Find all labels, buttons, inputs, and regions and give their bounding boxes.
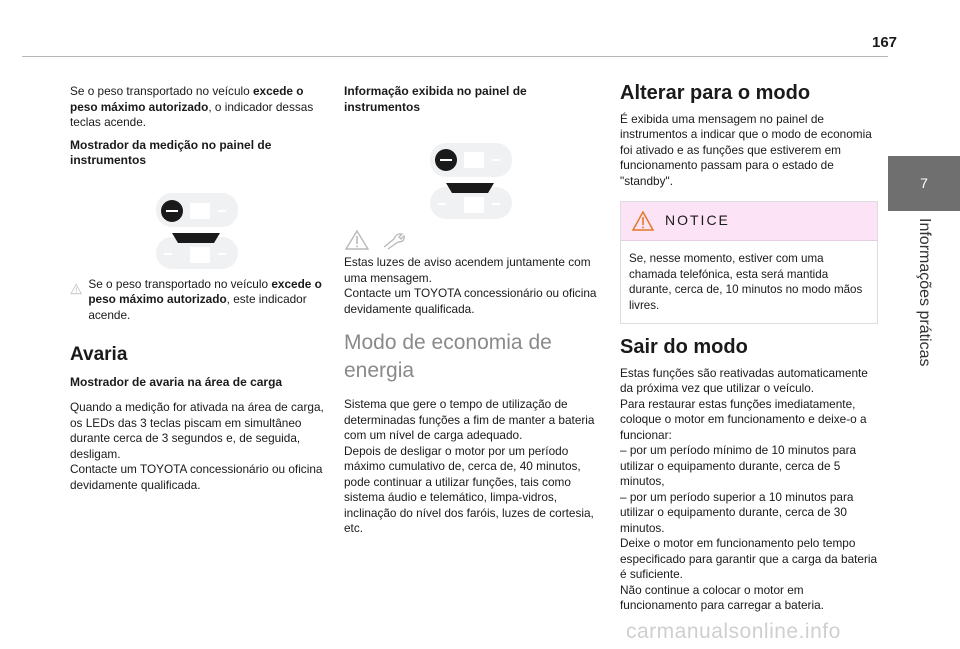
- header-rule: [22, 56, 888, 57]
- warning-triangle-icon: [70, 277, 82, 301]
- notice-box: [620, 201, 878, 324]
- warning-triangle-icon: [631, 210, 655, 232]
- subheading: Mostrador de avaria na área de carga: [70, 374, 283, 389]
- notice-text: Se, nesse momento, estiver com uma chamada telefónica, esta será mantida durante, cerca de, 10 minutos no modo mãos livres.: [621, 241, 877, 323]
- paragraph: Contacte um TOYOTA concessionário ou oficina devidamente qualificada.: [70, 462, 323, 492]
- wrench-icon: [380, 229, 406, 251]
- column-2: [344, 84, 600, 544]
- section-heading: Avaria: [70, 344, 128, 365]
- icon-row: [344, 229, 600, 251]
- subheading: Informação exibida no painel de instrumentos: [344, 84, 527, 114]
- list-item: – por um período superior a 10 minutos para utilizar o equipamento durante, cerca de 30 minutos.: [620, 489, 854, 535]
- page-number: 167: [872, 34, 898, 51]
- paragraph: Estas funções são reativadas automaticamente da próxima vez que utilizar o veículo.: [620, 365, 868, 395]
- subheading: Mostrador da medição no painel de instrumentos: [70, 137, 272, 167]
- paragraph: Quando a medição for ativada na área de carga, os LEDs das 3 teclas piscam em simultâneo durante cerca de 3 segundos e, de seguida, desligam.: [70, 400, 324, 461]
- paragraph: Depois de desligar o motor por um período máximo cumulativo de, cerca de, 40 minutos, pode continuar a utilizar funções, tais como sistema áudio e telemático, limpa-vidros, inclinação do nível dos faróis, luzes de cortesia, etc.: [344, 443, 594, 535]
- paragraph: Contacte um TOYOTA concessionário ou oficina devidamente qualificada.: [344, 286, 597, 316]
- column-3: [620, 82, 878, 614]
- column-1: [70, 84, 326, 500]
- list-item: – por um período mínimo de 10 minutos para utilizar o equipamento durante, cerca de 5 minutos,: [620, 443, 857, 488]
- warning-row: [70, 277, 326, 338]
- notice-title: NOTICE: [665, 212, 730, 229]
- paragraph: Sistema que gere o tempo de utilização de determinadas funções a fim de manter a bateria com um nível de carga adequado.: [344, 397, 595, 442]
- watermark: carmanualsonline.info: [626, 620, 841, 643]
- paragraph: Não continue a colocar o motor em funcionamento para carregar a bateria.: [620, 582, 824, 612]
- paragraph: Se o peso transportado no veículo excede o peso máximo autorizado, o indicador dessas teclas acende.: [70, 84, 314, 129]
- paragraph: Para restaurar estas funções imediatamente, coloque o motor em funcionamento e deixe-o a funcionar:: [620, 396, 867, 442]
- notice-header: [621, 202, 877, 241]
- section-heading: Alterar para o modo: [620, 82, 811, 104]
- paragraph: Deixe o motor em funcionamento pelo tempo especificado para garantir que a carga da bateria é suficiente.: [620, 536, 878, 581]
- warning-triangle-icon: [344, 229, 370, 251]
- load-indicator-illustration: [70, 179, 326, 271]
- paragraph: É exibida uma mensagem no painel de instrumentos a indicar que o modo de economia foi ativado e as funções que estiverem em funcionamento passam para o estado de "standby".: [620, 111, 872, 188]
- section-heading: Modo de economia de energia: [344, 331, 552, 382]
- paragraph: Se o peso transportado no veículo excede o peso máximo autorizado, este indicador acende.: [88, 276, 322, 322]
- chapter-tab-number[interactable]: 7: [888, 156, 960, 211]
- dashboard-illustration: [344, 125, 600, 223]
- section-heading: Sair do modo: [620, 336, 748, 358]
- paragraph: Estas luzes de aviso acendem juntamente com uma mensagem.: [344, 255, 591, 285]
